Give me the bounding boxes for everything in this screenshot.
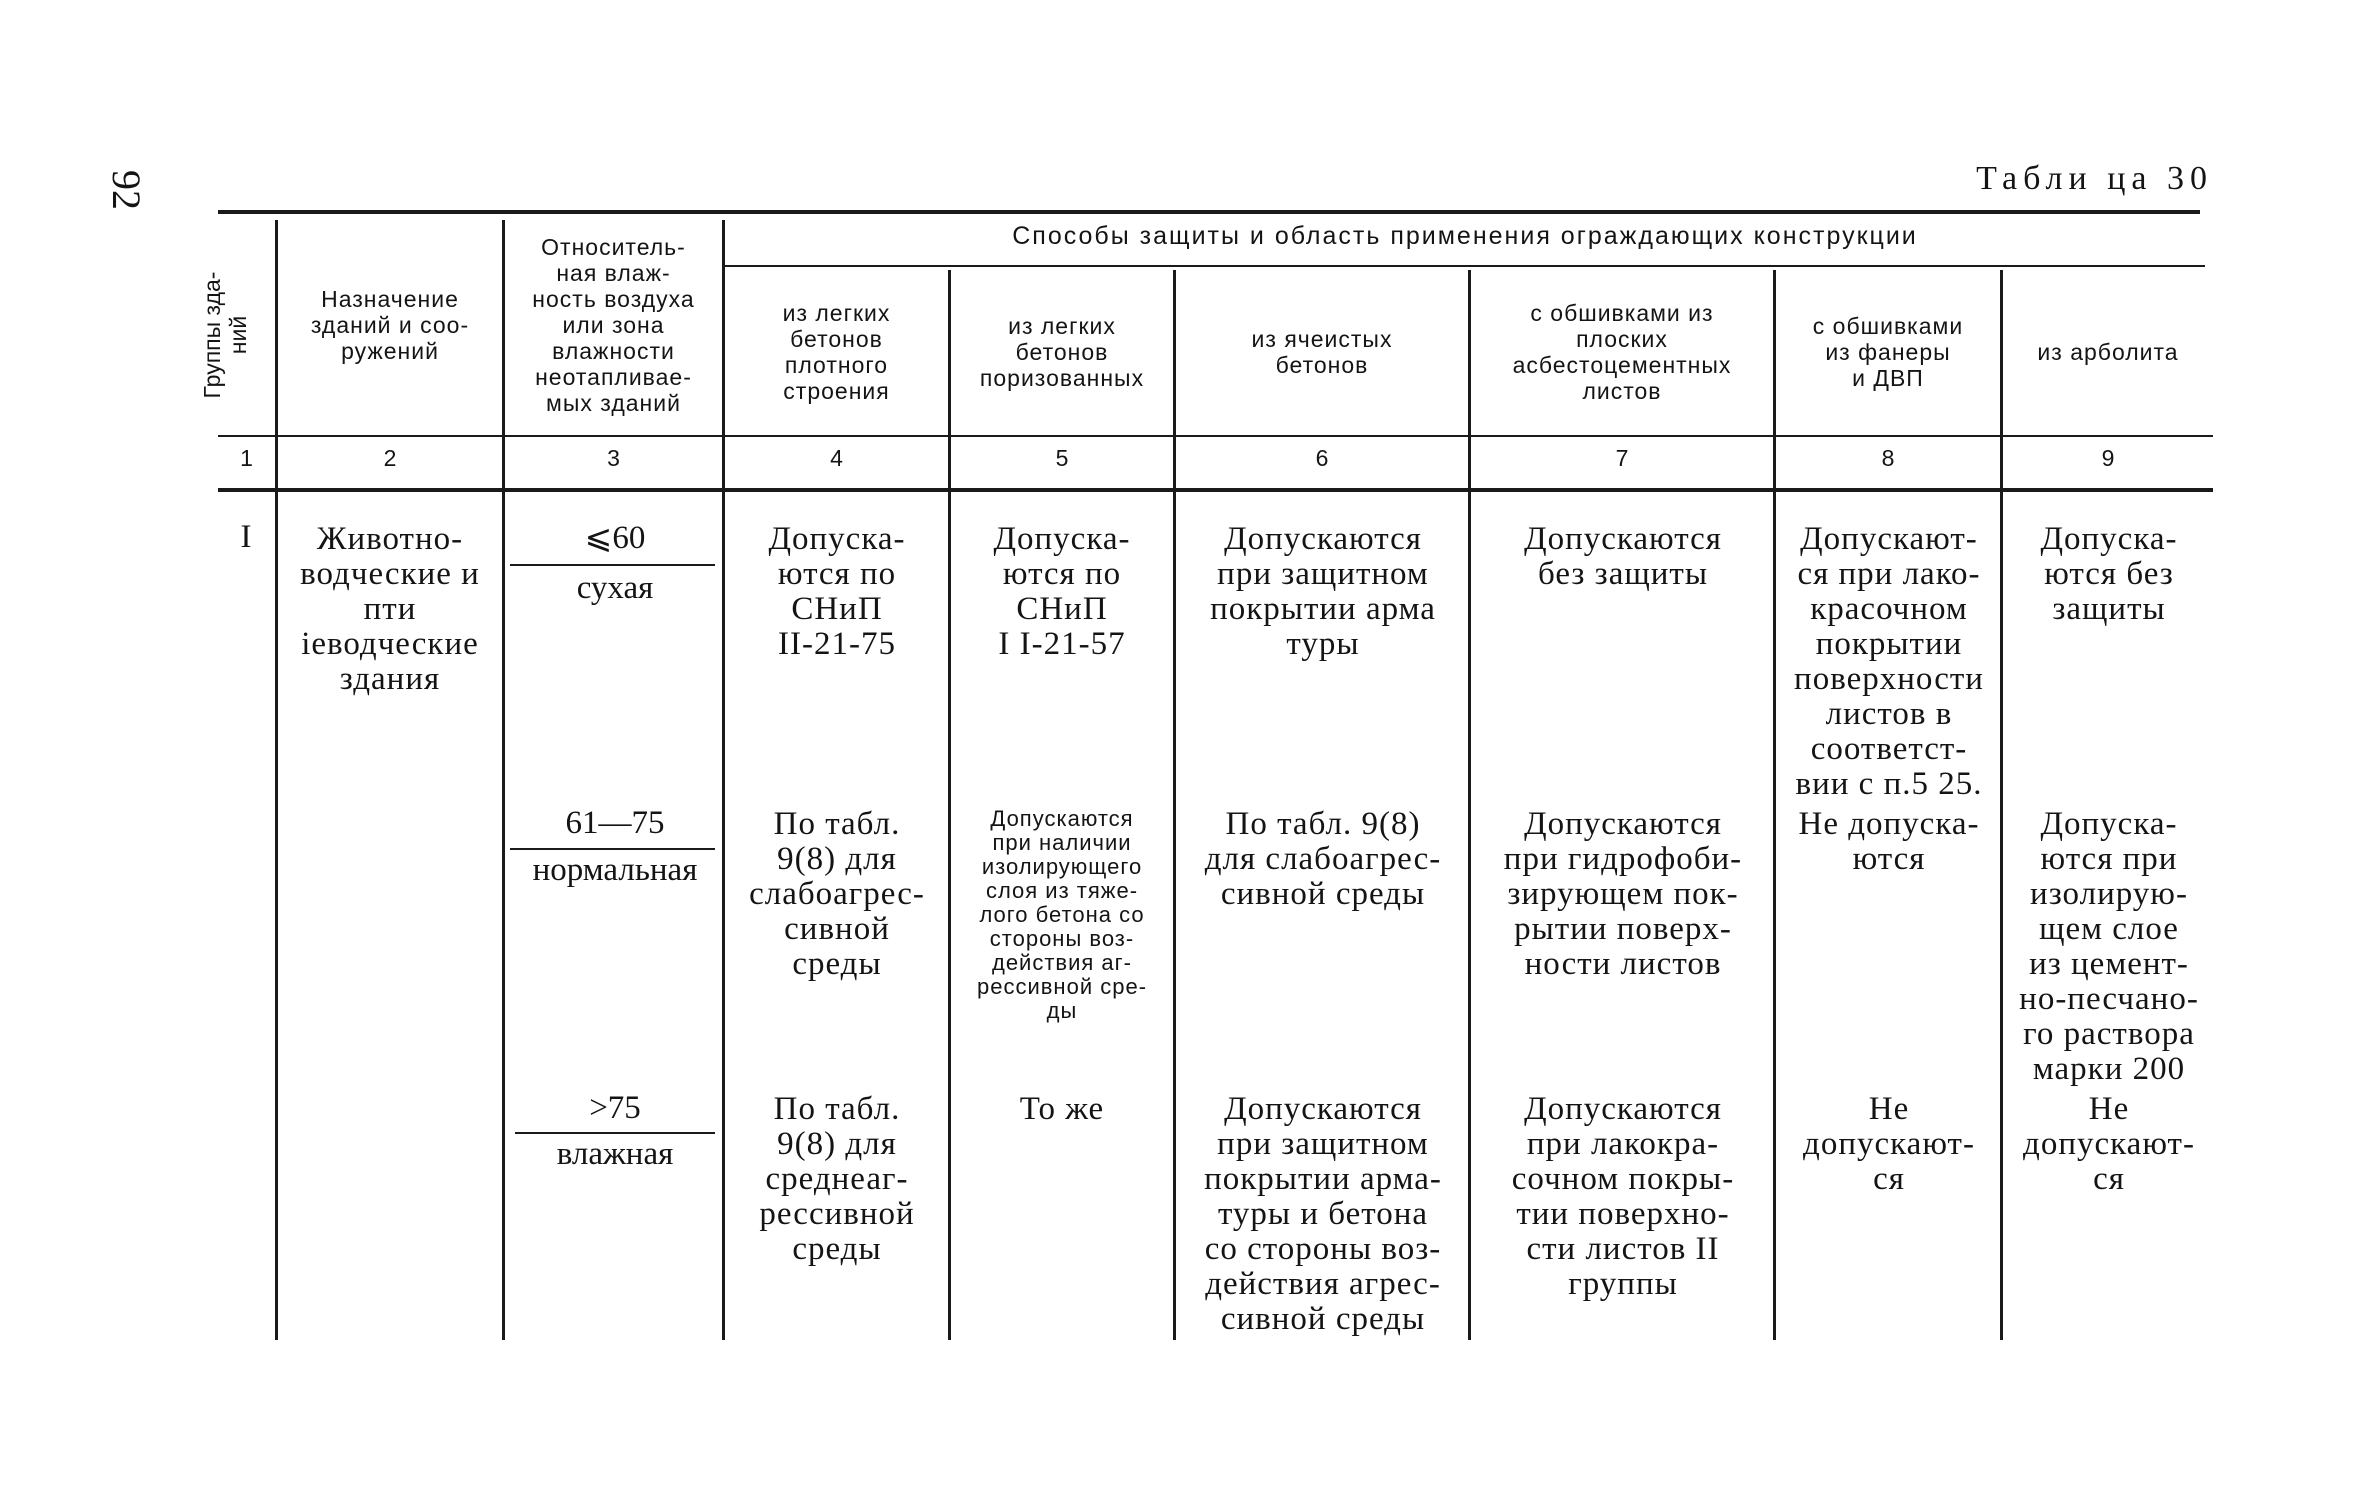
column-number: 6 — [1315, 445, 1329, 471]
header-sub-col-9: из арболита — [2037, 338, 2179, 365]
cell-light-dense: По табл. 9(8) для слабоагрес- сивной среды — [749, 806, 925, 982]
methods-title-rule — [725, 265, 2205, 267]
header-sub-col-8: с обшивками из фанеры и ДВП — [1812, 312, 1964, 391]
cell-asbestos: Допускаются при лакокра- сочном покры- тии поверхно- сти листов II группы — [1511, 1091, 1735, 1302]
column-number: 3 — [607, 445, 620, 471]
table-title: Табли ца 30 — [1976, 160, 2213, 197]
header-methods-title: Способы защиты и область применения ограждающих конструкции — [1012, 222, 1918, 250]
column-number: 7 — [1615, 445, 1629, 471]
humidity-value: ⩽60 — [584, 520, 646, 556]
cell-cellular: Допускаются при защитном покрытии арма туры — [1210, 521, 1436, 662]
cell-light-dense: Допуска- ются по СНиП II-21-75 — [768, 521, 906, 662]
cell-plywood: Допускают- ся при лако- красочном покрытии поверхности листов в соответст- вии с п.5 25. — [1794, 521, 1984, 802]
column-number: 4 — [830, 445, 843, 471]
cell-arbolit: Допуска- ются при изолирую- щем слое из цемент- но-песчано- го раствора марки 200 — [2019, 806, 2199, 1087]
header-sub-col-6: из ячеистых бетонов — [1251, 325, 1393, 378]
humidity-zone: влажная — [556, 1136, 674, 1172]
header-sub-col-5: из легких бетонов поризованных — [979, 312, 1145, 391]
column-number-rule — [218, 488, 2213, 492]
cell-asbestos: Допускаются без защиты — [1524, 521, 1722, 592]
header-group: Группы зда- ний — [199, 271, 251, 399]
cell-light-porous: Допускаются при наличии изолирующего слоя из тяже- лого бетона со стороны воз- действия аг- рессивной сре- ды — [976, 806, 1148, 1023]
header-humidity: Относитель- ная влаж- ность воздуха или зона влажности неотапливае- мых зданий — [532, 234, 695, 416]
table-top-rule — [218, 210, 2200, 214]
column-number: 5 — [1055, 445, 1069, 471]
cell-light-porous: То же — [1019, 1091, 1105, 1127]
cell-asbestos: Допускаются при гидрофоби- зирующем пок- рытии поверх- ности листов — [1503, 806, 1743, 982]
column-number: 1 — [240, 445, 253, 471]
humidity-fraction-line — [510, 848, 715, 850]
humidity-zone: сухая — [576, 570, 654, 606]
building-purpose: Животно- водческие и пти іеводческие здания — [300, 521, 480, 697]
header-bottom-rule — [218, 435, 2213, 437]
cell-light-dense: По табл. 9(8) для среднеаг- рессивной среды — [759, 1091, 915, 1267]
column-number: 9 — [2101, 445, 2115, 471]
cell-cellular: Допускаются при защитном покрытии арма- туры и бетона со стороны воз- действия агрес- сивной среды — [1204, 1091, 1442, 1337]
humidity-value: >75 — [589, 1090, 641, 1126]
humidity-zone: нормальная — [532, 852, 698, 888]
cell-light-porous: Допуска- ются по СНиП I I-21-57 — [993, 521, 1131, 662]
group-number: I — [240, 519, 253, 555]
column-number: 8 — [1881, 445, 1895, 471]
cell-plywood: Не допуска- ются — [1798, 806, 1980, 877]
cell-plywood: Не допускают- ся — [1803, 1091, 1975, 1197]
header-purpose: Назначение зданий и соо- ружений — [310, 286, 470, 364]
column-number: 2 — [383, 445, 397, 471]
header-sub-col-4: из легких бетонов плотного строения — [782, 299, 891, 404]
cell-cellular: По табл. 9(8) для слабоагрес- сивной среды — [1204, 806, 1442, 912]
humidity-value: 61—75 — [565, 805, 665, 841]
header-sub-col-7: с обшивками из плоских асбестоцементных листов — [1512, 299, 1732, 404]
page-number: 92 — [104, 170, 149, 210]
humidity-fraction-line — [510, 564, 715, 566]
cell-arbolit: Не допускают- ся — [2023, 1091, 2195, 1197]
cell-arbolit: Допуска- ются без защиты — [2040, 521, 2178, 627]
humidity-fraction-line — [515, 1132, 715, 1134]
